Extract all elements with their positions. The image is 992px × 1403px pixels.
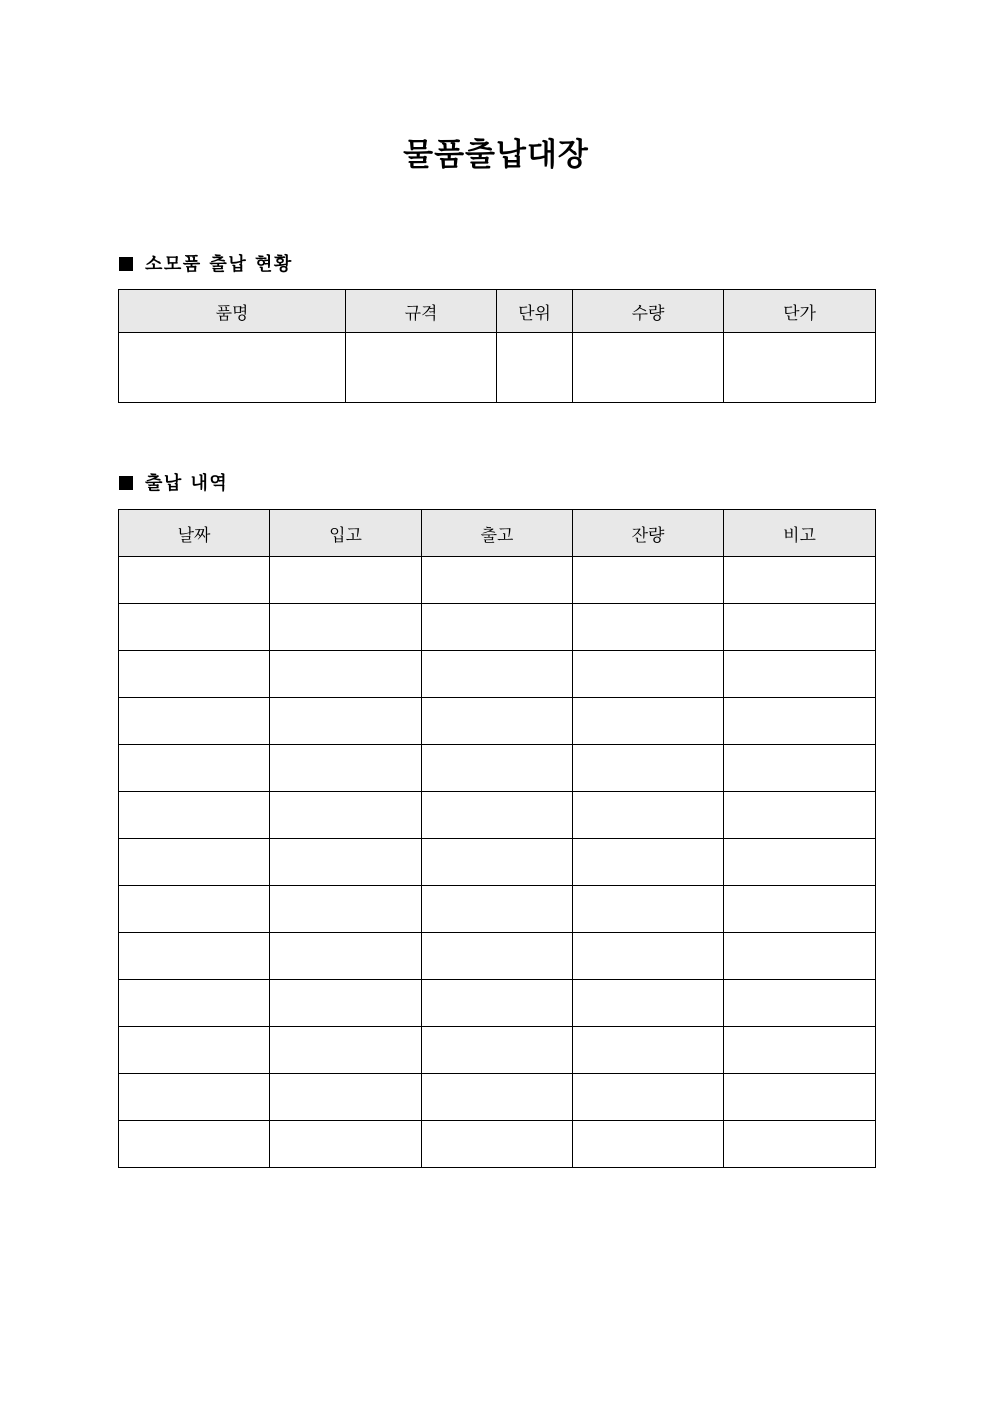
square-bullet-icon — [119, 257, 133, 271]
table-cell[interactable] — [119, 1027, 270, 1074]
table-cell[interactable] — [119, 557, 270, 604]
table-row — [119, 792, 876, 839]
table-cell[interactable] — [270, 886, 422, 933]
section-heading-transaction-history — [119, 471, 228, 497]
table-cell[interactable] — [119, 933, 270, 980]
table-row — [119, 604, 876, 651]
table-cell[interactable] — [724, 745, 876, 792]
table-cell[interactable] — [119, 745, 270, 792]
table-cell[interactable] — [422, 980, 573, 1027]
table-cell[interactable] — [422, 1027, 573, 1074]
table-cell[interactable] — [119, 698, 270, 745]
table-cell[interactable] — [119, 1074, 270, 1121]
column-header-item-name: 품명 — [119, 290, 346, 333]
column-header-spec: 규격 — [346, 290, 497, 333]
table-cell[interactable] — [119, 651, 270, 698]
table-cell[interactable] — [724, 886, 876, 933]
supplies-status-table — [118, 289, 876, 403]
square-bullet-icon — [119, 476, 133, 490]
table-cell[interactable] — [724, 604, 876, 651]
table-cell[interactable] — [724, 698, 876, 745]
table-cell[interactable] — [270, 698, 422, 745]
table-cell[interactable] — [119, 1121, 270, 1168]
table-cell[interactable] — [724, 1074, 876, 1121]
column-header-incoming: 입고 — [270, 510, 422, 557]
table-cell[interactable] — [724, 933, 876, 980]
table-cell[interactable] — [119, 604, 270, 651]
table-cell[interactable] — [270, 557, 422, 604]
table-cell[interactable] — [422, 604, 573, 651]
transaction-history-table — [118, 509, 876, 1168]
table-cell[interactable] — [270, 1027, 422, 1074]
table-cell[interactable] — [119, 980, 270, 1027]
table-cell[interactable] — [573, 698, 724, 745]
table-row — [119, 886, 876, 933]
table-row — [119, 1074, 876, 1121]
table-cell[interactable] — [422, 745, 573, 792]
table-cell[interactable] — [573, 557, 724, 604]
table-cell[interactable] — [422, 886, 573, 933]
table-cell[interactable] — [422, 651, 573, 698]
table-row — [119, 839, 876, 886]
table-cell[interactable] — [573, 745, 724, 792]
table-cell[interactable] — [270, 604, 422, 651]
table-cell[interactable] — [573, 651, 724, 698]
table-header-row — [119, 510, 876, 557]
table-cell[interactable] — [573, 980, 724, 1027]
table-cell[interactable] — [573, 792, 724, 839]
column-header-outgoing: 출고 — [422, 510, 573, 557]
table-cell[interactable] — [724, 557, 876, 604]
table-row — [119, 745, 876, 792]
table-cell[interactable] — [422, 1121, 573, 1168]
column-header-unit: 단위 — [497, 290, 573, 333]
table-cell[interactable] — [270, 651, 422, 698]
table-row — [119, 1027, 876, 1074]
table-cell[interactable] — [573, 604, 724, 651]
column-header-remarks: 비고 — [724, 510, 876, 557]
table-cell[interactable] — [119, 333, 346, 403]
table-row — [119, 933, 876, 980]
table-cell[interactable] — [573, 333, 724, 403]
page-title: 물품출납대장 — [403, 137, 589, 173]
table-cell[interactable] — [497, 333, 573, 403]
table-cell[interactable] — [724, 1027, 876, 1074]
table-cell[interactable] — [573, 1121, 724, 1168]
table-cell[interactable] — [573, 839, 724, 886]
table-cell[interactable] — [270, 1121, 422, 1168]
table-cell[interactable] — [119, 886, 270, 933]
table-row — [119, 698, 876, 745]
table-cell[interactable] — [573, 886, 724, 933]
table-row — [119, 980, 876, 1027]
section-heading-text: 출납 내역 — [145, 473, 229, 494]
table-cell[interactable] — [270, 792, 422, 839]
column-header-date: 날짜 — [119, 510, 270, 557]
table-cell[interactable] — [422, 1074, 573, 1121]
table-row — [119, 333, 876, 403]
table-cell[interactable] — [422, 792, 573, 839]
column-header-quantity: 수량 — [573, 290, 724, 333]
section-heading-supplies-status — [119, 252, 293, 278]
table-cell[interactable] — [270, 933, 422, 980]
table-cell[interactable] — [724, 980, 876, 1027]
table-cell[interactable] — [422, 698, 573, 745]
table-row — [119, 1121, 876, 1168]
section-heading-text: 소모품 출납 현황 — [145, 254, 293, 275]
table-header-row — [119, 290, 876, 333]
column-header-unit-price: 단가 — [724, 290, 876, 333]
table-cell[interactable] — [422, 839, 573, 886]
table-cell[interactable] — [422, 557, 573, 604]
table-cell[interactable] — [724, 651, 876, 698]
table-cell[interactable] — [270, 839, 422, 886]
table-cell[interactable] — [119, 839, 270, 886]
table-cell[interactable] — [270, 1074, 422, 1121]
table-cell[interactable] — [724, 333, 876, 403]
transaction-history-body — [119, 557, 876, 1168]
table-cell[interactable] — [346, 333, 497, 403]
table-cell[interactable] — [270, 745, 422, 792]
table-cell[interactable] — [724, 839, 876, 886]
table-row — [119, 651, 876, 698]
table-cell[interactable] — [270, 980, 422, 1027]
table-cell[interactable] — [573, 933, 724, 980]
table-cell[interactable] — [724, 1121, 876, 1168]
table-row — [119, 557, 876, 604]
table-cell[interactable] — [119, 792, 270, 839]
table-cell[interactable] — [422, 933, 573, 980]
column-header-balance: 잔량 — [573, 510, 724, 557]
table-cell[interactable] — [573, 1074, 724, 1121]
table-cell[interactable] — [573, 1027, 724, 1074]
table-cell[interactable] — [724, 792, 876, 839]
